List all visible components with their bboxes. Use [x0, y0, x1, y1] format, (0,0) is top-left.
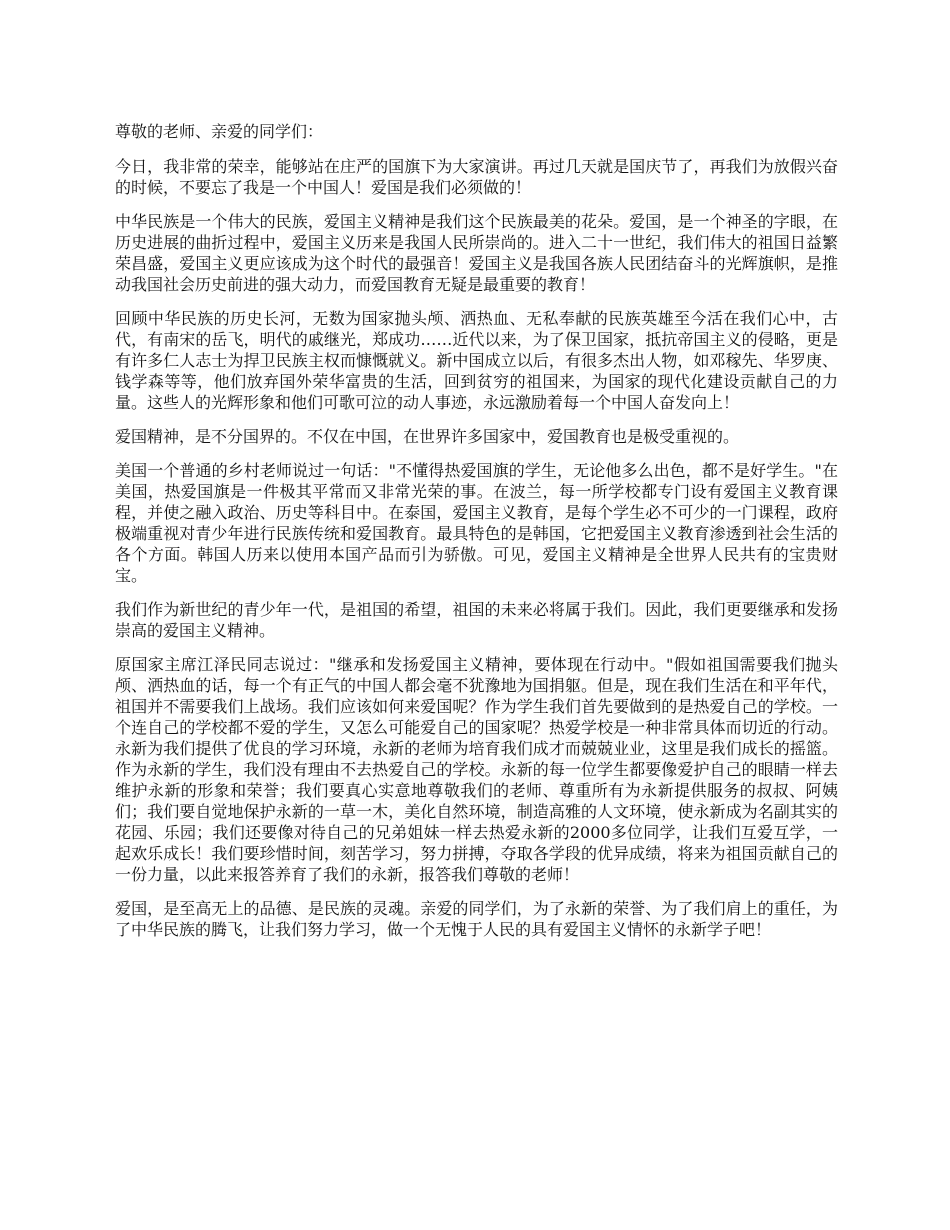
paragraph-conclusion: 爱国，是至高无上的品德、是民族的灵魂。亲爱的同学们，为了永新的荣誉、为了我们肩上的重任，为了中华民族的腾飞，让我们努力学习，做一个无愧于人民的具有爱国主义情怀的永新学子吧！ — [115, 899, 838, 939]
paragraph-nation: 中华民族是一个伟大的民族，爱国主义精神是我们这个民族最美的花朵。爱国，是一个神圣的字眼，在历史进展的曲折过程中，爱国主义历来是我国人民所崇尚的。进入二十一世纪，我们伟大的祖国日益繁荣昌盛，爱国主义更应该成为这个时代的最强音！爱国主义是我国各族人民团结奋斗的光辉旗帜，是推动我国社会历史前进的强大动力，而爱国教育无疑是最重要的教育！ — [115, 212, 838, 294]
paragraph-borderless: 爱国精神，是不分国界的。不仅在中国，在世界许多国家中，爱国教育也是极受重视的。 — [115, 427, 740, 446]
paragraph-intro: 今日，我非常的荣幸，能够站在庄严的国旗下为大家演讲。再过几天就是国庆节了，再我们为放假兴奋的时候，不要忘了我是一个中国人！爱国是我们必须做的！ — [115, 157, 838, 197]
greeting: 尊敬的老师、亲爱的同学们： — [115, 122, 324, 141]
document-body — [115, 121, 838, 953]
paragraph-new-generation: 我们作为新世纪的青少年一代，是祖国的希望，祖国的未来必将属于我们。因此，我们更要继承和发扬崇高的爱国主义精神。 — [115, 600, 838, 640]
paragraph-love-school: 原国家主席江泽民同志说过："继承和发扬爱国主义精神，要体现在行动中。"假如祖国需要我们抛头颅、洒热血的话，每一个有正气的中国人都会毫不犹豫地为国捐躯。但是，现在我们生活在和平年代，祖国并不需要我们上战场。我们应该如何来爱国呢？作为学生我们首先要做到的是热爱自己的学校。一个连自己的学校都不爱的学生，又怎么可能爱自己的国家呢？热爱学校是一种非常具体而切近的行动。永新为我们提供了优良的学习环境，永新的老师为培育我们成才而兢兢业业，这里是我们成长的摇篮。作为永新的学生，我们没有理由不去热爱自己的学校。永新的每一位学生都要像爱护自己的眼睛一样去维护永新的形象和荣誉；我们要真心实意地尊敬我们的老师、尊重所有为永新提供服务的叔叔、阿姨们；我们要自觉地保护永新的一草一木，美化自然环境，制造高雅的人文环境，使永新成为名副其实的花园、乐园；我们还要像对待自己的兄弟姐妹一样去热爱永新的2000多位同学，让我们互爱互学，一起欢乐成长！我们要珍惜时间，刻苦学习，努力拼搏，夺取各学段的优异成绩，将来为祖国贡献自己的一份力量，以此来报答养育了我们的永新，报答我们尊敬的老师！ — [115, 655, 838, 884]
paragraph-history: 回顾中华民族的历史长河，无数为国家抛头颅、洒热血、无私奉献的民族英雄至今活在我们心中，古代，有南宋的岳飞，明代的戚继光，郑成功……近代以来，为了保卫国家，抵抗帝国主义的侵略，更是有许多仁人志士为捍卫民族主权而慷慨就义。新中国成立以后，有很多杰出人物，如邓稼先、华罗庚、钱学森等等，他们放弃国外荣华富贵的生活，回到贫穷的祖国来，为国家的现代化建设贡献自己的力量。这些人的光辉形象和他们可歌可泣的动人事迹，永远激励着每一个中国人奋发向上！ — [115, 309, 838, 412]
paragraph-other-countries: 美国一个普通的乡村老师说过一句话："不懂得热爱国旗的学生，无论他多么出色，都不是好学生。"在美国，热爱国旗是一件极其平常而又非常光荣的事。在波兰，每一所学校都专门设有爱国主义教育课程，并使之融入政治、历史等科目中。在泰国，爱国主义教育，是每个学生必不可少的一门课程，政府极端重视对青少年进行民族传统和爱国教育。最具特色的是韩国，它把爱国主义教育渗透到社会生活的各个方面。韩国人历来以使用本国产品而引为骄傲。可见，爱国主义精神是全世界人民共有的宝贵财宝。 — [115, 461, 838, 585]
